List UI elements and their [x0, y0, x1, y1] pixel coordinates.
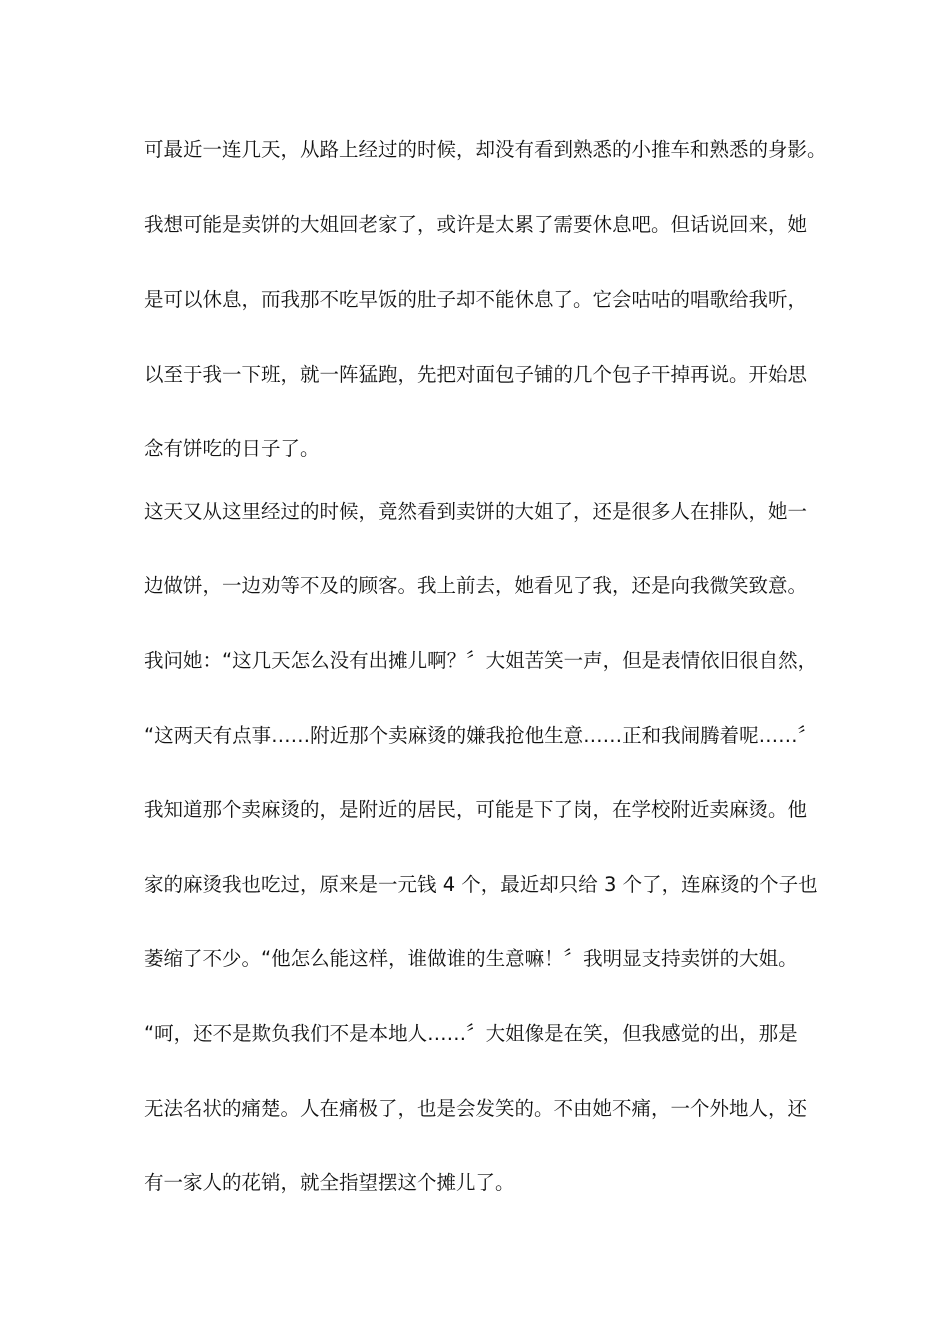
paragraph-line: 萎缩了不少。“他怎么能这样，谁做谁的生意嘛！〞我明显支持卖饼的大姐。: [144, 947, 798, 970]
paragraph-line: 念有饼吃的日子了。: [144, 437, 320, 460]
paragraph-line: “这两天有点事……附近那个卖麻烫的嫌我抢他生意……正和我闹腾着呢……〞: [144, 724, 818, 747]
paragraph-line: 我问她：“这几天怎么没有出摊儿啊？〞大姐苦笑一声，但是表情依旧很自然，: [144, 649, 818, 672]
paragraph-line: 我知道那个卖麻烫的，是附近的居民，可能是下了岗，在学校附近卖麻烫。他: [144, 798, 808, 821]
paragraph-line: 是可以休息，而我那不吃早饭的肚子却不能休息了。它会咕咕的唱歌给我听，: [144, 288, 808, 311]
paragraph-line: “呵，还不是欺负我们不是本地人……〞大姐像是在笑，但我感觉的出，那是: [144, 1022, 798, 1045]
paragraph-line: 可最近一连几天，从路上经过的时候，却没有看到熟悉的小推车和熟悉的身影。: [144, 138, 827, 161]
paragraph-line: 家的麻烫我也吃过，原来是一元钱 4 个，最近却只给 3 个了，连麻烫的个子也: [144, 873, 818, 896]
paragraph-line: 我想可能是卖饼的大姐回老家了，或许是太累了需要休息吧。但话说回来，她: [144, 213, 808, 236]
paragraph-line: 无法名状的痛楚。人在痛极了，也是会发笑的。不由她不痛，一个外地人，还: [144, 1097, 808, 1120]
paragraph-line: 以至于我一下班，就一阵猛跑，先把对面包子铺的几个包子干掉再说。开始思: [144, 363, 808, 386]
paragraph-line: 这天又从这里经过的时候，竟然看到卖饼的大姐了，还是很多人在排队，她一: [144, 500, 808, 523]
paragraph-line: 有一家人的花销，就全指望摆这个摊儿了。: [144, 1171, 515, 1194]
paragraph-line: 边做饼，一边劝等不及的顾客。我上前去，她看见了我，还是向我微笑致意。: [144, 574, 808, 597]
